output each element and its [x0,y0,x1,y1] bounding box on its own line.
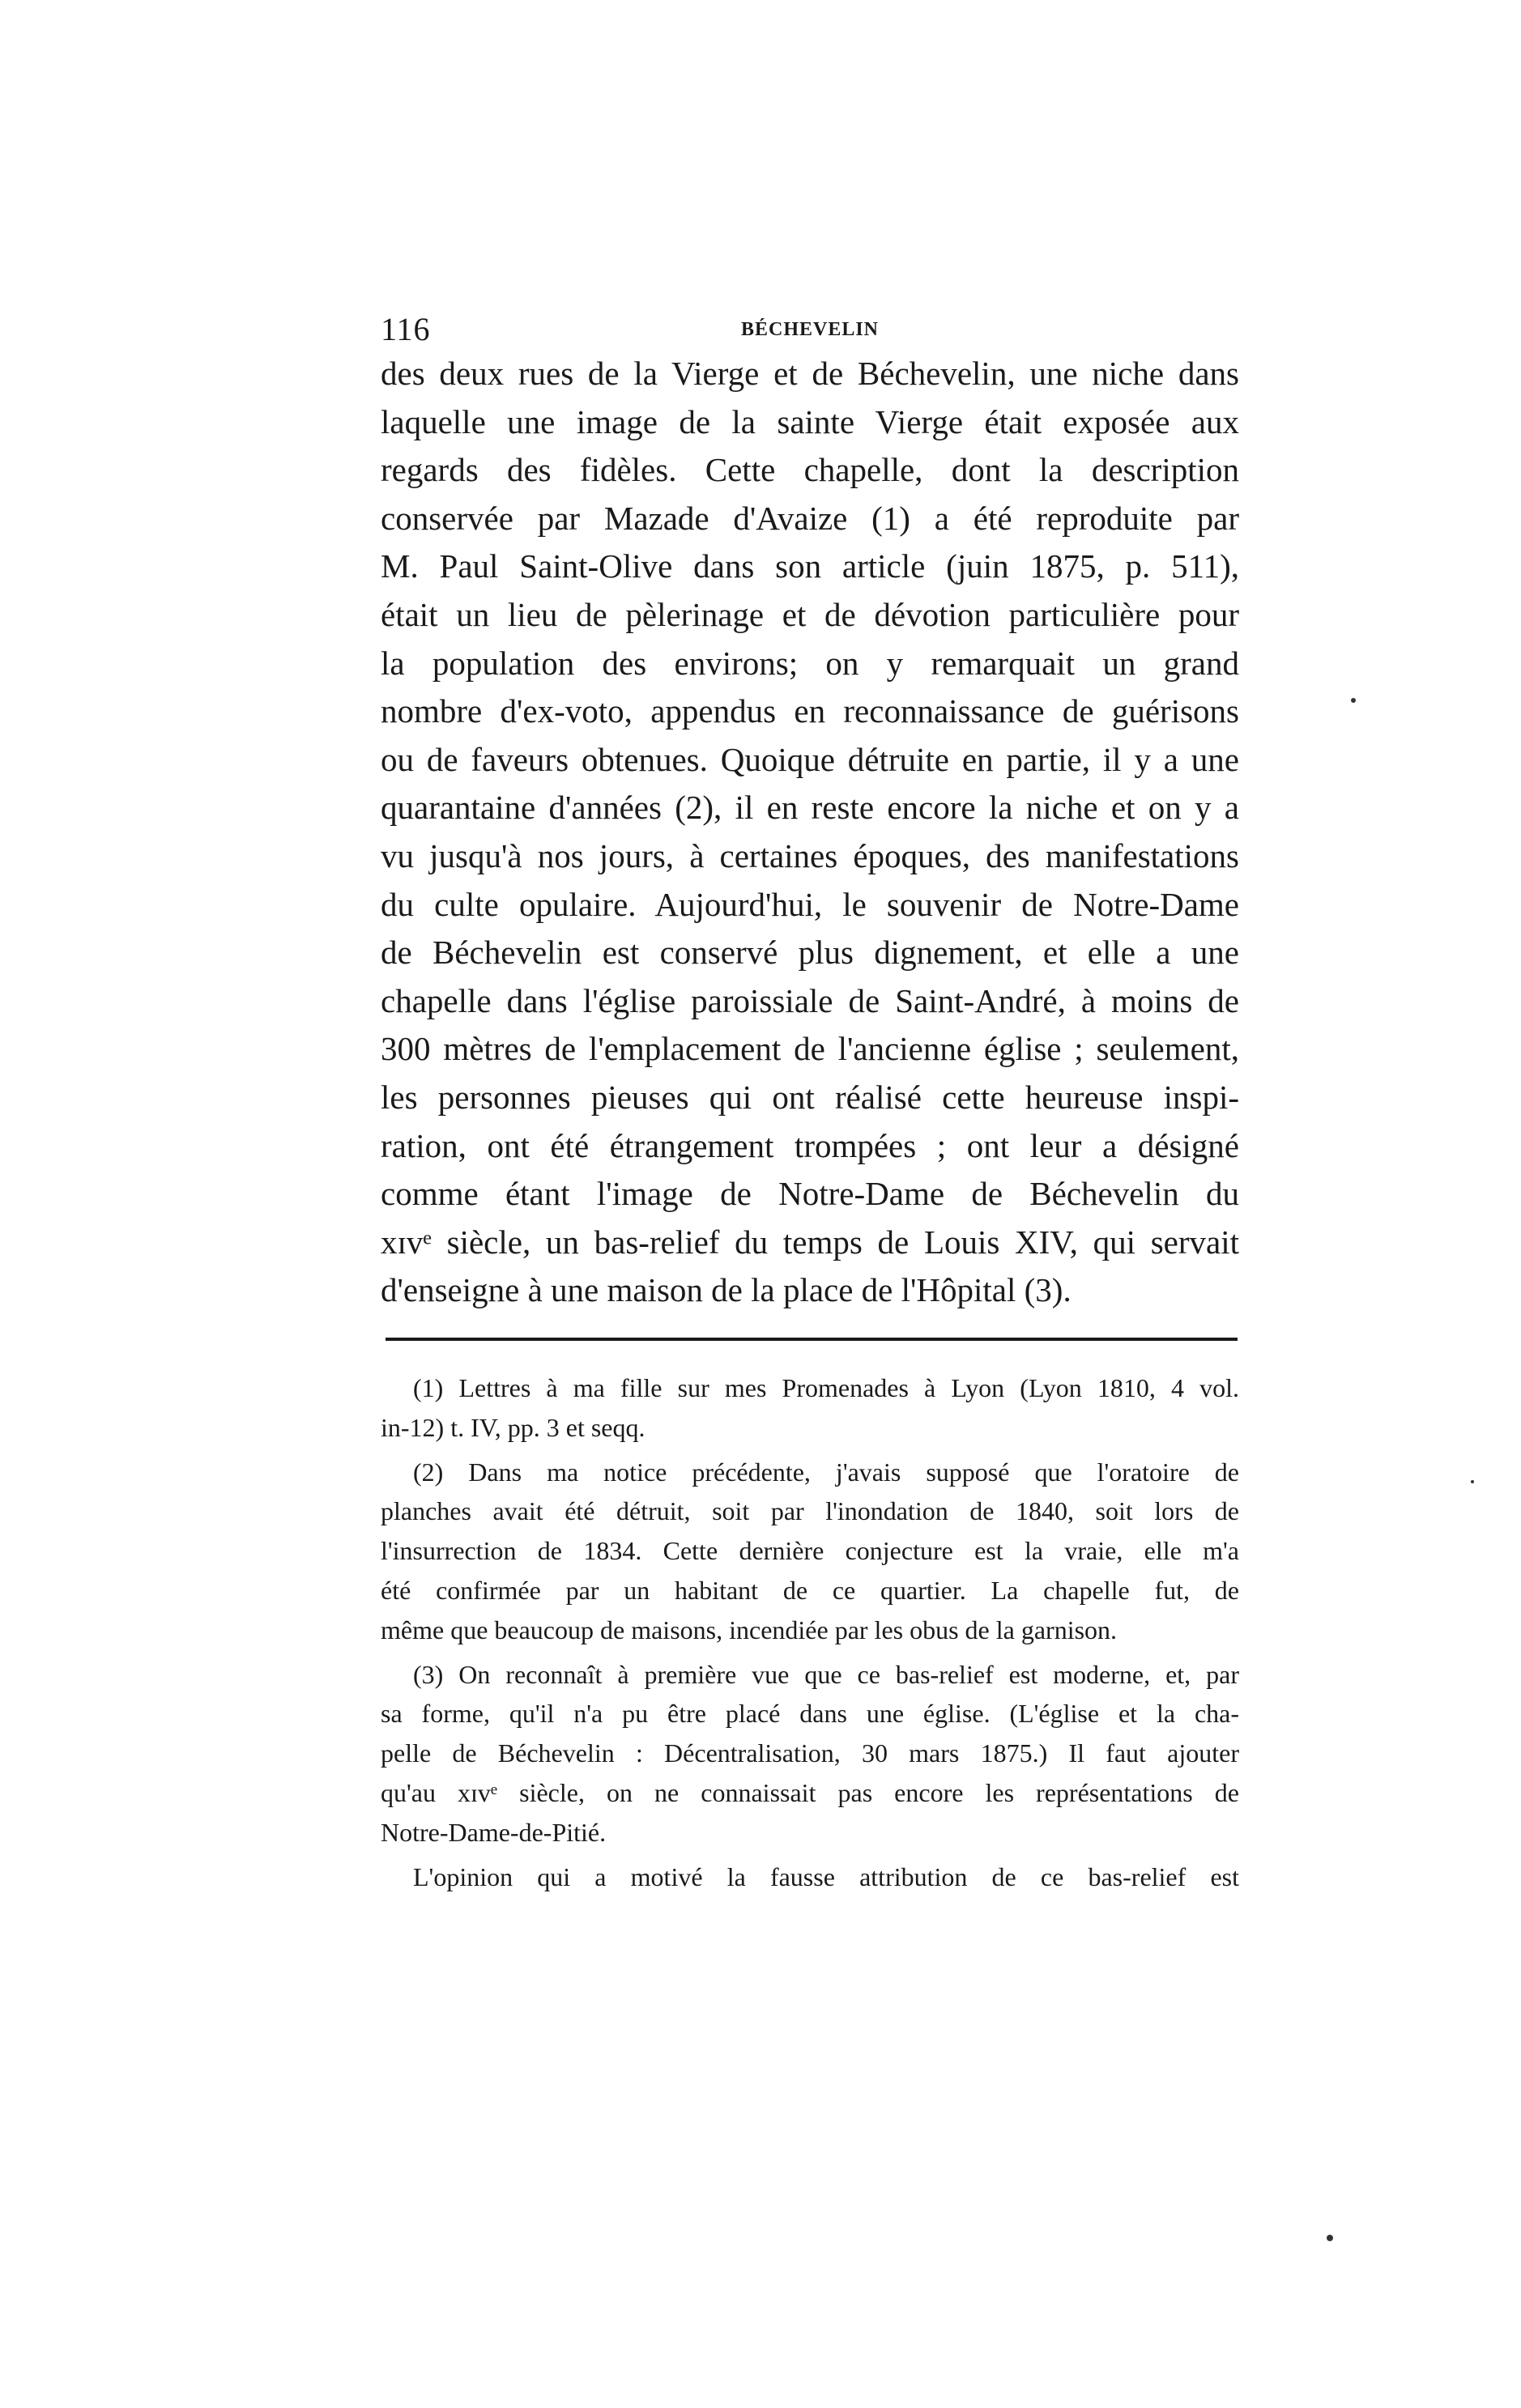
body-line: ration, ont été étrangement trompées ; ont leur a désigné [381,1126,1239,1164]
footnote-line: (1) Lettres à ma fille sur mes Promenades à Lyon (Lyon 1810, 4 vol. [413,1373,1239,1402]
footnote-line: (2) Dans ma notice précédente, j'avais supposé que l'oratoire de [413,1457,1239,1487]
body-line: des deux rues de la Vierge et de Béchevelin, une niche dans [381,355,1239,392]
footnote-line: sa forme, qu'il n'a pu être placé dans une église. (L'église et la cha- [381,1699,1239,1729]
footnote-line: été confirmée par un habitant de ce quartier. La chapelle fut, de [381,1575,1239,1605]
footnote-separator-rule [386,1338,1238,1341]
body-line: d'enseigne à une maison de la place de l'Hôpital (3). [381,1271,1072,1309]
footnote [381,1655,1239,1853]
page-number: 116 [381,311,431,347]
footnote-line: Notre-Dame-de-Pitié. [381,1817,607,1847]
body-line: la population des environs; on y remarquait un grand [381,644,1239,682]
ink-speck [1327,2235,1333,2241]
body-line: regards des fidèles. Cette chapelle, dont la description [381,451,1239,489]
body-line: chapelle dans l'église paroissiale de Saint-André, à moins de [381,981,1239,1019]
footnote-line: (3) On reconnaît à première vue que ce bas-relief est moderne, et, par [413,1659,1239,1689]
body-line: ou de faveurs obtenues. Quoique détruite en partie, il y a une [381,740,1239,778]
body-text [381,350,1239,1315]
body-line: était un lieu de pèlerinage et de dévotion particulière pour [381,595,1239,633]
body-line: xɪᴠᵉ siècle, un bas-relief du temps de Louis XIV, qui servait [381,1223,1239,1261]
page-header [381,309,1239,350]
footnote-line: planches avait été détruit, soit par l'inondation de 1840, soit lors de [381,1496,1239,1526]
body-line: comme étant l'image de Notre-Dame de Béchevelin du [381,1175,1239,1213]
body-line: conservée par Mazade d'Avaize (1) a été reproduite par [381,499,1239,537]
ink-speck [1471,1480,1474,1483]
body-line: laquelle une image de la sainte Vierge était exposée aux [381,402,1239,440]
body-line: M. Paul Saint-Olive dans son article (juin 1875, p. 511), [381,547,1239,585]
body-line: nombre d'ex-voto, appendus en reconnaissance de guérisons [381,692,1239,730]
footnote [381,1368,1239,1448]
body-line: les personnes pieuses qui ont réalisé cette heureuse inspi- [381,1078,1239,1116]
body-line: du culte opulaire. Aujourd'hui, le souvenir de Notre-Dame [381,885,1239,923]
ink-speck [1351,698,1356,703]
body-line: quarantaine d'années (2), il en reste encore la niche et on y a [381,789,1239,827]
footnote-line: qu'au xɪᴠᵉ siècle, on ne connaissait pas encore les représentations de [381,1777,1239,1807]
footnote-line: l'insurrection de 1834. Cette dernière conjecture est la vraie, elle m'a [381,1536,1239,1566]
body-line: 300 mètres de l'emplacement de l'ancienne église ; seulement, [381,1030,1239,1068]
footnote [381,1453,1239,1650]
footnote-line: pelle de Béchevelin : Décentralisation, 30 mars 1875.) Il faut ajouter [381,1738,1239,1768]
body-line: vu jusqu'à nos jours, à certaines époques, des manifestations [381,836,1239,874]
footnotes [381,1368,1239,1896]
footnote-line: in-12) t. IV, pp. 3 et seqq. [381,1412,645,1442]
footnote [381,1857,1239,1897]
running-head: BÉCHEVELIN [740,319,880,340]
footnote-line: même que beaucoup de maisons, incendiée par les obus de la garnison. [381,1615,1118,1644]
body-line: de Béchevelin est conservé plus dignement, et elle a une [381,934,1239,972]
footnote-line: L'opinion qui a motivé la fausse attribution de ce bas-relief est [413,1861,1239,1891]
